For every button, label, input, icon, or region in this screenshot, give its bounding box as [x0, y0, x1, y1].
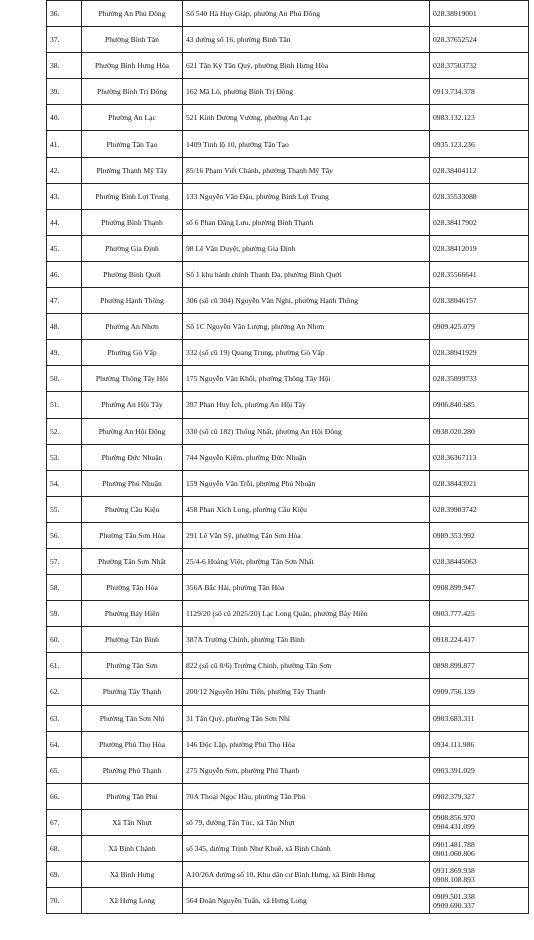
ward-name: Phường Hạnh Thông: [82, 288, 183, 314]
ward-address: 458 Phan Xích Long, phường Cầu Kiệu: [183, 496, 430, 522]
row-number: 66.: [47, 783, 82, 809]
table-row: [47, 53, 529, 79]
ward-phone-cell: [430, 679, 529, 705]
table-row: [47, 314, 529, 340]
row-number: 37.: [47, 27, 82, 53]
ward-phone-cell: [430, 235, 529, 261]
row-number: 50.: [47, 366, 82, 392]
ward-name: Phường Tân Sơn: [82, 653, 183, 679]
table-row: [47, 522, 529, 548]
phone-number: 028.38919001: [433, 9, 477, 19]
ward-address: 1129/20 (số cũ 2025/20) Lạc Long Quân, phường Bảy Hiền: [183, 601, 430, 627]
ward-address: Số 1C Nguyễn Văn Lượng, phường An Nhơn: [183, 314, 430, 340]
phone-number: 0918.224.417: [433, 635, 475, 645]
ward-address: 330 (số cũ 182) Thống Nhất, phường An Hội Đông: [183, 418, 430, 444]
phone-number: 0989.353.992: [433, 530, 475, 540]
row-number: 48.: [47, 314, 82, 340]
phone-number: 028.38404112: [433, 165, 477, 175]
ward-address: 822 (số cũ 8/6) Trường Chinh, phường Tân Sơn: [183, 653, 430, 679]
ward-phone-cell: [430, 261, 529, 287]
phone-number: 028.39903742: [433, 504, 477, 514]
ward-phone-cell: [430, 888, 529, 914]
row-number: 68.: [47, 836, 82, 862]
ward-address: A10/26A đường số 10, Khu dân cư Bình Hưng, xã Bình Hưng: [183, 862, 430, 888]
ward-phone-cell: [430, 392, 529, 418]
ward-phone-cell: [430, 209, 529, 235]
phone-number: 028.38941929: [433, 348, 477, 358]
ward-address: 356A Bắc Hải, phường Tân Hòa: [183, 575, 430, 601]
phone-number: 0904.431.099: [433, 822, 475, 832]
row-number: 39.: [47, 79, 82, 105]
ward-address: 43 đường số 16, phường Bình Tân: [183, 27, 430, 53]
table-row: [47, 183, 529, 209]
ward-phone-cell: [430, 53, 529, 79]
row-number: 52.: [47, 418, 82, 444]
table-row: [47, 705, 529, 731]
ward-phone-cell: [430, 79, 529, 105]
ward-phone-cell: [430, 757, 529, 783]
ward-phone-cell: [430, 444, 529, 470]
phone-number: 028.35566641: [433, 269, 477, 279]
ward-phone-cell: [430, 340, 529, 366]
table-row: [47, 209, 529, 235]
row-number: 47.: [47, 288, 82, 314]
ward-phone-cell: [430, 418, 529, 444]
phone-number: 0983.132.123: [433, 113, 475, 123]
ward-address: 70A Thoại Ngọc Hầu, phường Tân Phú: [183, 783, 430, 809]
ward-address: 306 (số cũ 304) Nguyễn Văn Nghi, phường Hạnh Thông: [183, 288, 430, 314]
ward-address: 200/12 Nguyễn Hữu Tiến, phường Tây Thạnh: [183, 679, 430, 705]
table-row: [47, 366, 529, 392]
table-row: [47, 392, 529, 418]
table-row: [47, 809, 529, 835]
ward-address: 133 Nguyễn Văn Đậu, phường Bình Lợi Trung: [183, 183, 430, 209]
row-number: 42.: [47, 157, 82, 183]
ward-phone-cell: [430, 366, 529, 392]
table-row: [47, 79, 529, 105]
phone-number: 0908.899.947: [433, 583, 475, 593]
phone-number: 0908.856.970: [433, 813, 475, 823]
row-number: 38.: [47, 53, 82, 79]
phone-number: 0935.123.236: [433, 139, 475, 149]
row-number: 67.: [47, 809, 82, 835]
row-number: 60.: [47, 627, 82, 653]
table-row: [47, 627, 529, 653]
ward-name: Phường Bình Lợi Trung: [82, 183, 183, 209]
table-row: [47, 601, 529, 627]
ward-address: 621 Tân Kỳ Tân Quý, phường Bình Hưng Hòa: [183, 53, 430, 79]
ward-name: Phường Tân Sơn Nhì: [82, 705, 183, 731]
ward-phone-cell: [430, 131, 529, 157]
ward-name: Phường Tân Sơn Hòa: [82, 522, 183, 548]
ward-phone-cell: [430, 496, 529, 522]
ward-phone-cell: [430, 862, 529, 888]
table-row: [47, 888, 529, 914]
ward-name: Xã Tân Nhựt: [82, 809, 183, 835]
ward-phone-cell: [430, 183, 529, 209]
ward-address: số 79, đường Tân Túc, xã Tân Nhựt: [183, 809, 430, 835]
ward-phone-cell: [430, 575, 529, 601]
ward-phone-cell: [430, 1, 529, 27]
ward-name: Xã Bình Hưng: [82, 862, 183, 888]
ward-name: Phường An Hội Tây: [82, 392, 183, 418]
phone-number: 0902.379.327: [433, 791, 475, 801]
table-row: [47, 1, 529, 27]
ward-phone-cell: [430, 705, 529, 731]
phone-number: 0903.683.311: [433, 713, 475, 723]
row-number: 45.: [47, 235, 82, 261]
ward-name: Phường Đức Nhuận: [82, 444, 183, 470]
phone-number: 028.37503732: [433, 61, 477, 71]
ward-name: Phường An Nhơn: [82, 314, 183, 340]
ward-address: 85/16 Phạm Viết Chánh, phường Thạnh Mỹ Tây: [183, 157, 430, 183]
table-row: [47, 444, 529, 470]
ward-address: 162 Mã Lò, phường Bình Trị Đông: [183, 79, 430, 105]
ward-name: Phường Bình Thạnh: [82, 209, 183, 235]
ward-address: 25/4-6 Hoàng Việt, phường Tân Sơn Nhất: [183, 548, 430, 574]
phone-number: 028.38443921: [433, 478, 477, 488]
ward-phone-cell: [430, 27, 529, 53]
row-number: 57.: [47, 548, 82, 574]
ward-phone-cell: [430, 470, 529, 496]
ward-address: Số 1 khu hành chính Thanh Đa, phường Bình Quới: [183, 261, 430, 287]
row-number: 36.: [47, 1, 82, 27]
table-row: [47, 288, 529, 314]
row-number: 63.: [47, 705, 82, 731]
phone-number: 0938.020.280: [433, 426, 475, 436]
table-row: [47, 157, 529, 183]
table-row: [47, 757, 529, 783]
ward-address: số 345, đường Trịnh Như Khuê, xã Bình Chánh: [183, 836, 430, 862]
phone-number: 0909.501.338: [433, 891, 475, 901]
ward-phone-cell: [430, 627, 529, 653]
table-row: [47, 862, 529, 888]
table-row: [47, 731, 529, 757]
ward-phone-cell: [430, 522, 529, 548]
phone-number: 0906.840.685: [433, 400, 475, 410]
ward-name: Phường Tân Tạo: [82, 131, 183, 157]
ward-phone-cell: [430, 601, 529, 627]
row-number: 59.: [47, 601, 82, 627]
ward-name: Phường Tân Sơn Nhất: [82, 548, 183, 574]
ward-name: Phường Bảy Hiền: [82, 601, 183, 627]
ward-phone-cell: [430, 809, 529, 835]
table-row: [47, 548, 529, 574]
ward-address: số 6 Phan Đăng Lưu, phường Bình Thạnh: [183, 209, 430, 235]
ward-address: 332 (số cũ 19) Quang Trung, phường Gò Vấp: [183, 340, 430, 366]
row-number: 65.: [47, 757, 82, 783]
ward-name: Phường Tân Hòa: [82, 575, 183, 601]
ward-name: Phường Phú Nhuận: [82, 470, 183, 496]
ward-phone-cell: [430, 783, 529, 809]
ward-address: 387A Trường Chinh, phường Tân Bình: [183, 627, 430, 653]
row-number: 51.: [47, 392, 82, 418]
phone-number: 028.38946157: [433, 296, 477, 306]
ward-name: Phường Tây Thạnh: [82, 679, 183, 705]
ward-office-table: [46, 0, 529, 914]
table-row: [47, 261, 529, 287]
ward-name: Xã Bình Chánh: [82, 836, 183, 862]
ward-address: 564 Đoàn Nguyễn Tuấn, xã Hưng Long: [183, 888, 430, 914]
phone-number: 028.38445063: [433, 557, 477, 567]
phone-number: 0901.060.806: [433, 848, 475, 858]
row-number: 62.: [47, 679, 82, 705]
row-number: 69.: [47, 862, 82, 888]
phone-number: 0909.756.139: [433, 687, 475, 697]
ward-phone-cell: [430, 157, 529, 183]
ward-phone-cell: [430, 548, 529, 574]
ward-name: Phường Phú Thạnh: [82, 757, 183, 783]
ward-address: 31 Tân Quý, phường Tân Sơn Nhì: [183, 705, 430, 731]
ward-name: Phường Bình Hưng Hòa: [82, 53, 183, 79]
row-number: 55.: [47, 496, 82, 522]
ward-address: 1409 Tỉnh lộ 10, phường Tân Tạo: [183, 131, 430, 157]
phone-number: 0909.690.337: [433, 900, 475, 910]
phone-number: 028.35899733: [433, 374, 477, 384]
phone-number: 0934.111.986: [433, 739, 475, 749]
table-row: [47, 836, 529, 862]
row-number: 40.: [47, 105, 82, 131]
row-number: 56.: [47, 522, 82, 548]
phone-number: 0913.734.378: [433, 87, 475, 97]
ward-address: 275 Nguyễn Sơn, phường Phú Thạnh: [183, 757, 430, 783]
table-row: [47, 575, 529, 601]
ward-name: Phường Gò Vấp: [82, 340, 183, 366]
table-row: [47, 470, 529, 496]
row-number: 41.: [47, 131, 82, 157]
ward-name: Xã Hưng Long: [82, 888, 183, 914]
ward-address: 291 Lê Văn Sỹ, phường Tân Sơn Hòa: [183, 522, 430, 548]
row-number: 58.: [47, 575, 82, 601]
ward-name: Phường Tân Bình: [82, 627, 183, 653]
row-number: 54.: [47, 470, 82, 496]
ward-address: 159 Nguyễn Văn Trỗi, phường Phú Nhuận: [183, 470, 430, 496]
ward-address: 397 Phan Huy Ích, phường An Hội Tây: [183, 392, 430, 418]
ward-address: 744 Nguyễn Kiệm, phường Đức Nhuận: [183, 444, 430, 470]
row-number: 70.: [47, 888, 82, 914]
ward-name: Phường An Lạc: [82, 105, 183, 131]
ward-name: Phường Bình Tân: [82, 27, 183, 53]
table-row: [47, 496, 529, 522]
phone-number: 0908.108.893: [433, 874, 475, 884]
ward-phone-cell: [430, 105, 529, 131]
ward-name: Phường Phú Thọ Hòa: [82, 731, 183, 757]
row-number: 49.: [47, 340, 82, 366]
ward-name: Phường Thông Tây Hội: [82, 366, 183, 392]
phone-number: 0903.777.425: [433, 609, 475, 619]
table-row: [47, 653, 529, 679]
row-number: 64.: [47, 731, 82, 757]
ward-address: 98 Lê Văn Duyệt, phường Gia Định: [183, 235, 430, 261]
phone-number: 0931.869.938: [433, 865, 475, 875]
ward-phone-cell: [430, 314, 529, 340]
table-row: [47, 27, 529, 53]
row-number: 46.: [47, 261, 82, 287]
table-row: [47, 131, 529, 157]
table-row: [47, 105, 529, 131]
table-row: [47, 235, 529, 261]
phone-number: 0901.481.788: [433, 839, 475, 849]
table-body: [47, 1, 529, 914]
ward-name: Phường Bình Quới: [82, 261, 183, 287]
row-number: 44.: [47, 209, 82, 235]
phone-number: 0903.391.029: [433, 765, 475, 775]
ward-phone-cell: [430, 836, 529, 862]
ward-address: 146 Độc Lập, phường Phú Thọ Hòa: [183, 731, 430, 757]
table-row: [47, 783, 529, 809]
table-row: [47, 340, 529, 366]
ward-phone-cell: [430, 731, 529, 757]
ward-phone-cell: [430, 653, 529, 679]
ward-address: 175 Nguyễn Văn Khối, phường Thông Tây Hội: [183, 366, 430, 392]
ward-name: Phường Cầu Kiệu: [82, 496, 183, 522]
phone-number: 0898.899.877: [433, 661, 475, 671]
table-row: [47, 679, 529, 705]
phone-number: 028.38412019: [433, 243, 477, 253]
ward-name: Phường Thạnh Mỹ Tây: [82, 157, 183, 183]
ward-name: Phường An Phú Đông: [82, 1, 183, 27]
ward-phone-cell: [430, 288, 529, 314]
row-number: 43.: [47, 183, 82, 209]
phone-number: 028.35533088: [433, 191, 477, 201]
row-number: 53.: [47, 444, 82, 470]
phone-number: 028.37652524: [433, 35, 477, 45]
ward-name: Phường Bình Trị Đông: [82, 79, 183, 105]
table-row: [47, 418, 529, 444]
phone-number: 0909.425.079: [433, 322, 475, 332]
ward-address: 521 Kinh Dương Vương, phường An Lạc: [183, 105, 430, 131]
ward-address: Số 540 Hà Huy Giáp, phường An Phú Đông: [183, 1, 430, 27]
row-number: 61.: [47, 653, 82, 679]
phone-number: 028.38417902: [433, 217, 477, 227]
ward-name: Phường An Hội Đông: [82, 418, 183, 444]
ward-name: Phường Tân Phú: [82, 783, 183, 809]
ward-name: Phường Gia Định: [82, 235, 183, 261]
phone-number: 028.36367113: [433, 452, 477, 462]
